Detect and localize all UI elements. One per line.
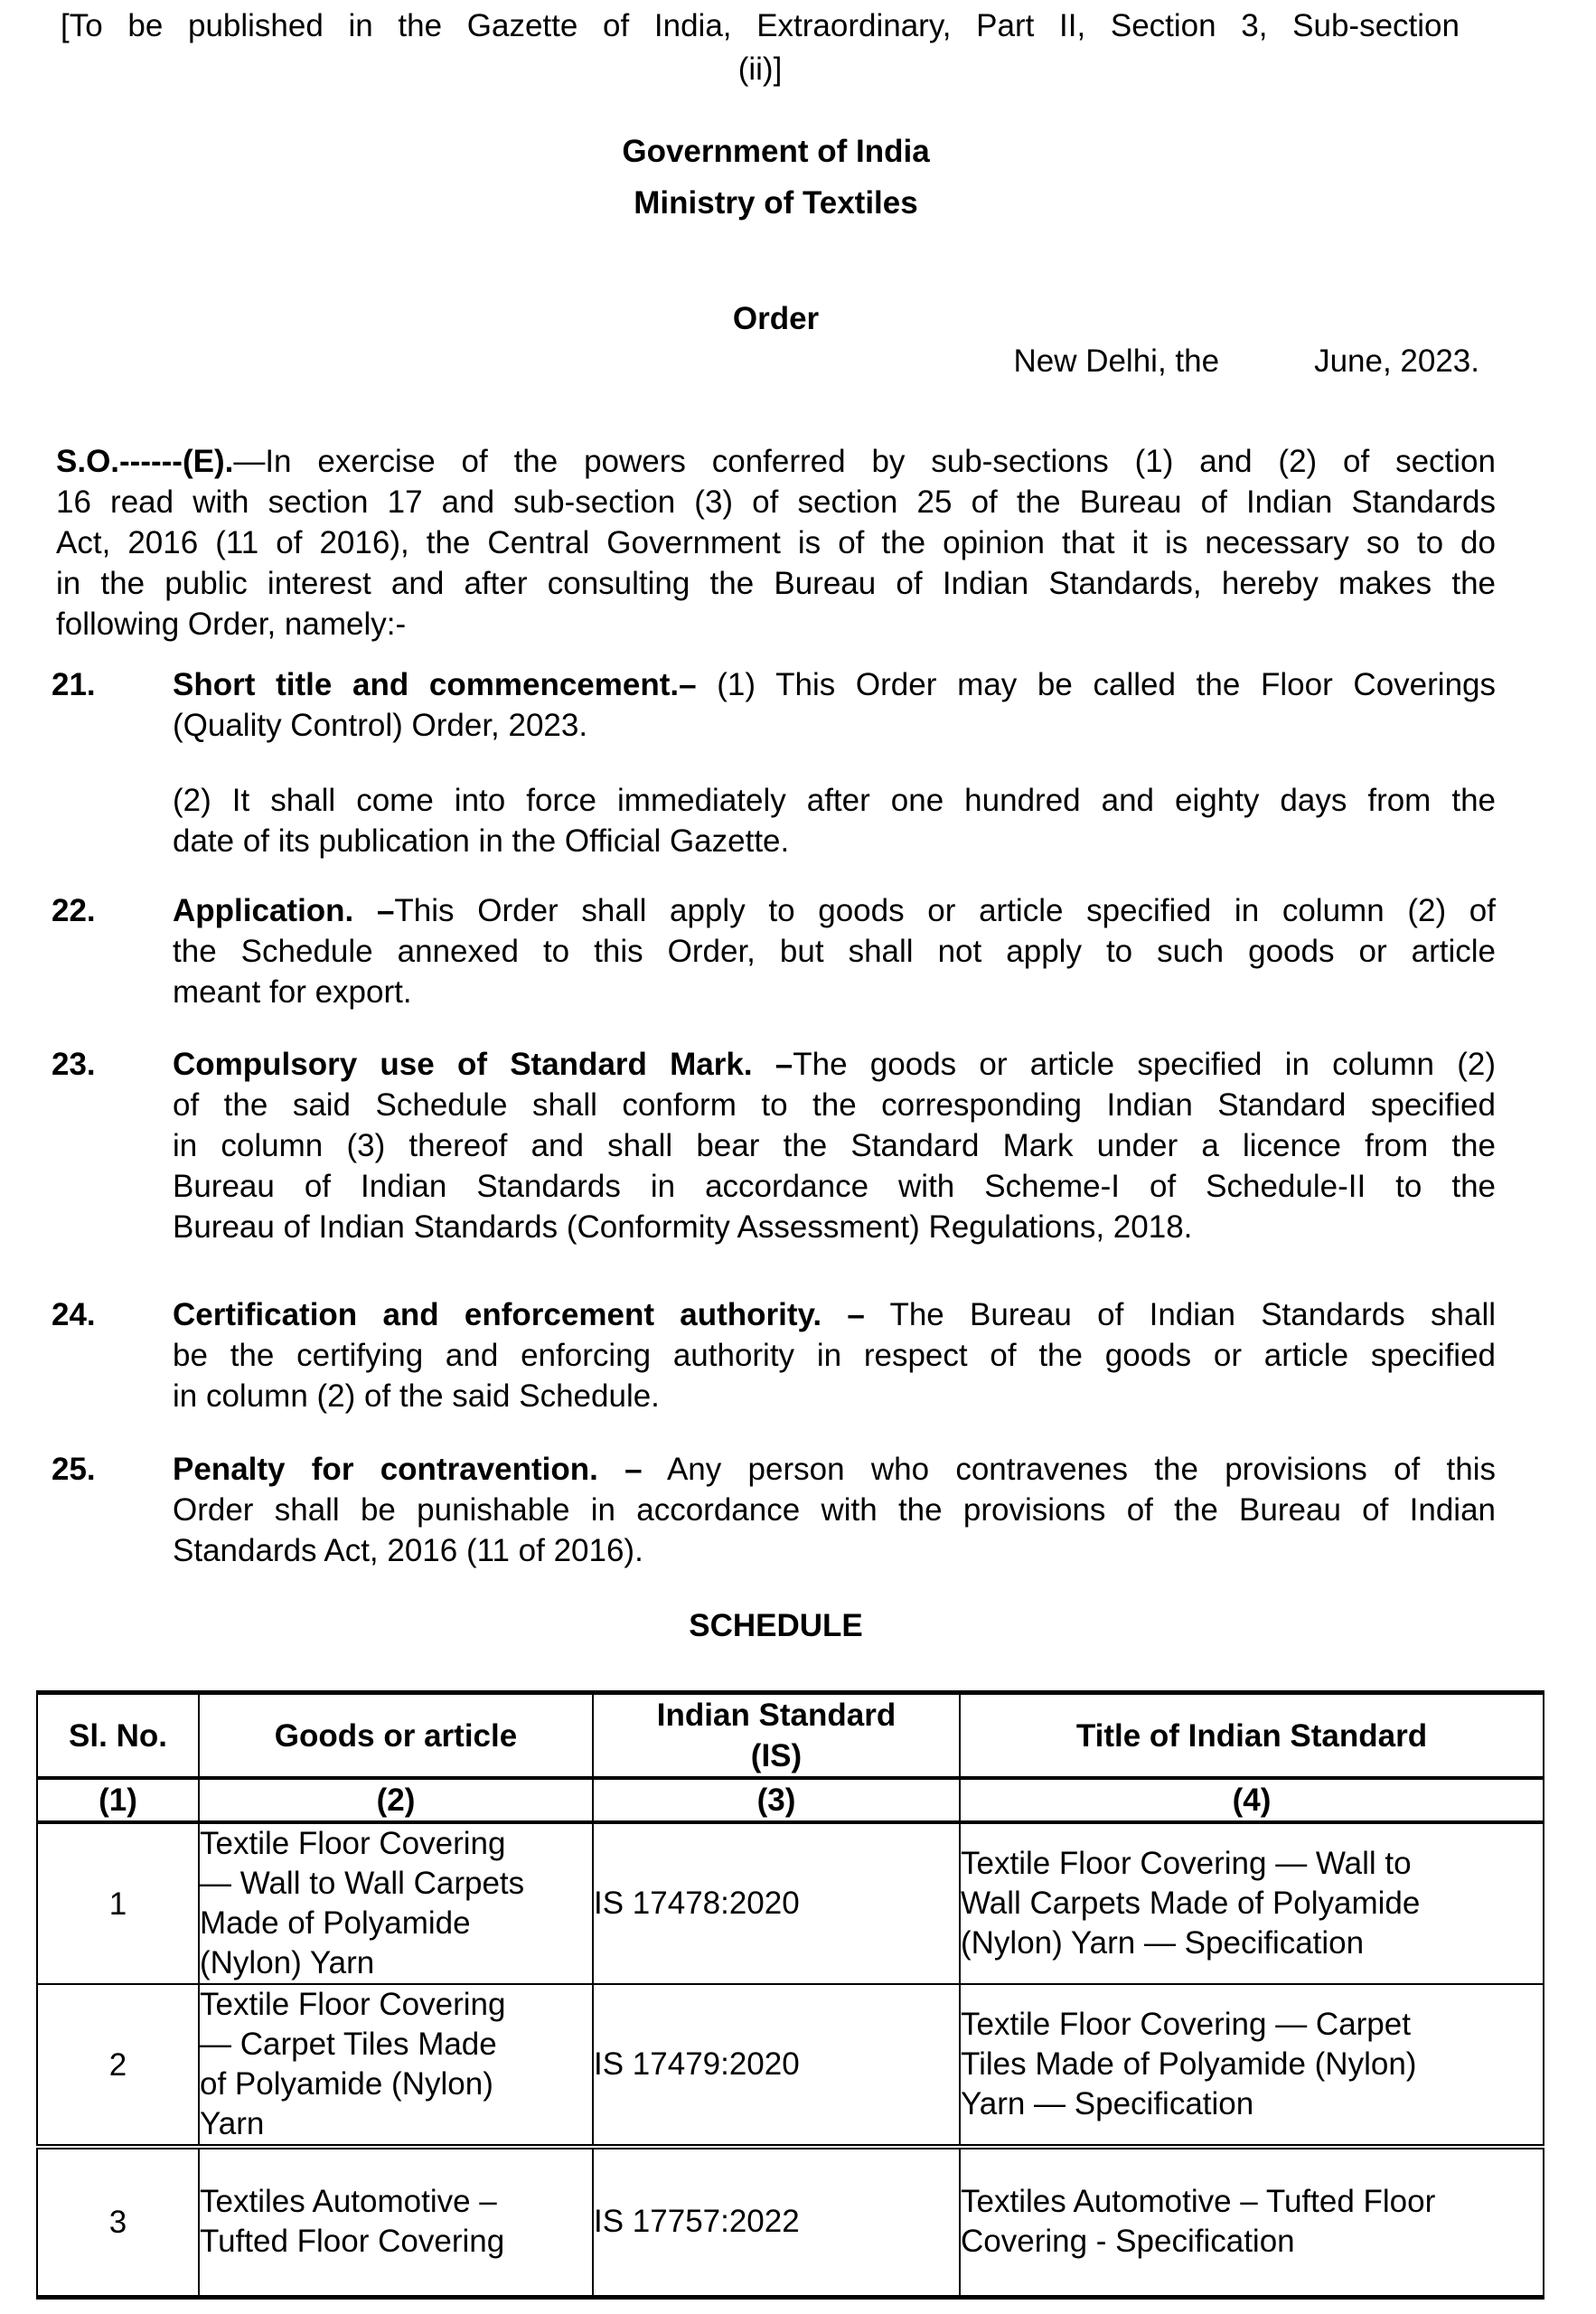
text-segment: Act, 2016 (11 of 2016), the Central Government is of the opinion that it is necessary so to do: [56, 525, 1496, 560]
item-paragraph: [173, 780, 1496, 861]
text-segment: (Quality Control) Order, 2023.: [173, 708, 588, 743]
text-line: [173, 1490, 1496, 1530]
cell-is-number: [593, 1822, 960, 1984]
col-header-title: Title of Indian Standard: [960, 1693, 1544, 1779]
col-header-line: (IS): [750, 1738, 803, 1773]
text-line: [173, 821, 1496, 861]
column-number: (2): [199, 1778, 593, 1822]
cell-title: [960, 2147, 1544, 2297]
text-line: [173, 1335, 1496, 1376]
order-item-23: [52, 1044, 1496, 1247]
cell-line: Tiles Made of Polyamide (Nylon): [961, 2046, 1417, 2082]
cell-line: Tufted Floor Covering: [200, 2224, 505, 2260]
text-line: [173, 890, 1496, 931]
government-title: Government of India: [622, 134, 930, 169]
text-line: [173, 972, 1496, 1012]
item-number: 23.: [52, 1047, 96, 1082]
text-segment: be the certifying and enforcing authority in respect of the goods or article specified: [173, 1338, 1496, 1373]
text-segment: (2) It shall come into force immediately after one hundred and eighty days from the: [173, 783, 1496, 818]
cell-title: [960, 1822, 1544, 1984]
cell-sl-no: 2: [37, 1984, 199, 2147]
text-line: [173, 1449, 1496, 1490]
text-line: [173, 1376, 1496, 1416]
col-header-indian-standard: [593, 1693, 960, 1779]
cell-line: Yarn: [200, 2106, 265, 2141]
text-line: [56, 482, 1496, 522]
item-paragraph: [173, 1294, 1496, 1416]
text-segment: in column (3) thereof and shall bear the Standard Mark under a licence from the: [173, 1128, 1496, 1163]
cell-line: IS 17478:2020: [594, 1886, 800, 1921]
text-segment: Bureau of Indian Standards (Conformity Assessment) Regulations, 2018.: [173, 1209, 1193, 1245]
bold-text-segment: S.O.------(E).: [56, 444, 234, 479]
bold-text-segment: Certification and enforcement authority. –: [173, 1297, 865, 1332]
text-line: [173, 1125, 1496, 1166]
cell-title: [960, 1984, 1544, 2147]
text-line: [173, 1294, 1496, 1335]
order-item-25: [52, 1449, 1496, 1571]
order-item-22: [52, 890, 1496, 1012]
bold-text-segment: Application. –: [173, 893, 395, 928]
item-number: 24.: [52, 1297, 96, 1332]
cell-goods: [199, 1984, 593, 2147]
text-line: [173, 705, 1496, 746]
text-segment: 16 read with section 17 and sub-section (3) of section 25 of the Bureau of Indian Standards: [56, 484, 1496, 520]
item-paragraph: [173, 664, 1496, 746]
cell-line: IS 17479:2020: [594, 2046, 800, 2082]
text-line: [173, 1044, 1496, 1085]
cell-line: IS 17757:2022: [594, 2204, 800, 2240]
text-segment: Order shall be punishable in accordance with the provisions of the Bureau of Indian: [173, 1492, 1496, 1528]
bold-text-segment: Penalty for contravention. –: [173, 1452, 643, 1487]
cell-line: — Carpet Tiles Made: [200, 2027, 497, 2062]
cell-line: Textile Floor Covering — Wall to: [961, 1846, 1412, 1881]
schedule-heading: SCHEDULE: [689, 1608, 863, 1643]
cell-goods: [199, 1822, 593, 1984]
cell-goods: [199, 2147, 593, 2297]
cell-line: (Nylon) Yarn: [200, 1945, 375, 1980]
place-text: New Delhi, the: [1013, 343, 1220, 379]
date-text: June, 2023.: [1314, 343, 1479, 379]
item-number: 21.: [52, 667, 96, 702]
dateline: [56, 341, 1496, 381]
cell-line: (Nylon) Yarn — Specification: [961, 1925, 1365, 1961]
text-segment: The goods or article specified in column (2): [793, 1047, 1496, 1082]
text-segment: This Order shall apply to goods or article specified in column (2) of: [394, 893, 1496, 928]
bold-text-segment: Short title and commencement.–: [173, 667, 697, 702]
text-line: [173, 1085, 1496, 1125]
order-heading: Order: [732, 301, 820, 336]
cell-is-number: [593, 1984, 960, 2147]
gazette-note-line-2: (ii)]: [737, 52, 783, 87]
bold-text-segment: Compulsory use of Standard Mark. –: [173, 1047, 793, 1082]
cell-line: — Wall to Wall Carpets: [200, 1866, 525, 1901]
text-line: [173, 1207, 1496, 1247]
text-segment: date of its publication in the Official Gazette.: [173, 823, 790, 859]
schedule-table: [36, 1690, 1544, 2300]
column-number: (1): [37, 1778, 199, 1822]
text-segment: meant for export.: [173, 974, 412, 1010]
cell-line: Wall Carpets Made of Polyamide: [961, 1886, 1421, 1921]
text-line: [173, 664, 1496, 705]
table-header-row: [37, 1693, 1544, 1779]
text-segment: following Order, namely:-: [56, 607, 407, 642]
gazette-note-line-1: [To be published in the Gazette of India, Extraordinary, Part II, Section 3, Sub-section: [61, 8, 1460, 43]
item-paragraph: [173, 890, 1496, 1012]
text-segment: Standards Act, 2016 (11 of 2016).: [173, 1533, 643, 1568]
text-segment: The Bureau of Indian Standards shall: [864, 1297, 1497, 1332]
gazette-note: [61, 0, 1460, 91]
table-row: [37, 1822, 1544, 1984]
text-segment: Any person who contravenes the provisions of this: [642, 1452, 1496, 1487]
text-segment: (1) This Order may be called the Floor Coverings: [696, 667, 1496, 702]
cell-line: Textile Floor Covering: [200, 1987, 506, 2022]
column-number: (4): [960, 1778, 1544, 1822]
text-segment: —In exercise of the powers conferred by sub-sections (1) and (2) of section: [233, 444, 1496, 479]
cell-is-number: [593, 2147, 960, 2297]
text-segment: the Schedule annexed to this Order, but shall not apply to such goods or article: [173, 934, 1496, 969]
table-row: [37, 2147, 1544, 2297]
cell-line: Covering - Specification: [961, 2224, 1295, 2260]
text-line: [56, 604, 1496, 644]
text-line: [173, 1530, 1496, 1571]
col-header-sl-no: Sl. No.: [37, 1693, 199, 1779]
text-line: [173, 931, 1496, 972]
item-number: 25.: [52, 1452, 96, 1487]
item-paragraph: [173, 1044, 1496, 1247]
text-segment: in the public interest and after consulting the Bureau of Indian Standards, hereby makes the: [56, 566, 1496, 601]
cell-line: Textile Floor Covering: [200, 1826, 506, 1861]
cell-line: Textiles Automotive – Tufted Floor: [961, 2184, 1436, 2220]
order-item-21: [52, 664, 1496, 861]
text-segment: Bureau of Indian Standards in accordance with Scheme-I of Schedule-II to the: [173, 1169, 1496, 1204]
cell-line: Textiles Automotive –: [200, 2184, 497, 2220]
order-item-24: [52, 1294, 1497, 1416]
col-header-line: Indian Standard: [656, 1698, 897, 1733]
text-line: [56, 563, 1496, 604]
cell-sl-no: 1: [37, 1822, 199, 1984]
order-items: [52, 664, 1497, 1571]
table-row: [37, 1984, 1544, 2147]
item-paragraph: [173, 1449, 1496, 1571]
text-line: [173, 1166, 1496, 1207]
cell-line: Made of Polyamide: [200, 1905, 471, 1941]
cell-line: Textile Floor Covering — Carpet: [961, 2007, 1411, 2042]
text-segment: in column (2) of the said Schedule.: [173, 1378, 660, 1414]
column-number: (3): [593, 1778, 960, 1822]
document-content: [52, 0, 1497, 1646]
text-segment: of the said Schedule shall conform to the corresponding Indian Standard specified: [173, 1087, 1496, 1123]
text-line: [56, 522, 1496, 563]
preamble-paragraph: [56, 441, 1496, 644]
item-number: 22.: [52, 893, 96, 928]
text-line: [56, 441, 1496, 482]
text-line: [173, 780, 1496, 821]
cell-line: of Polyamide (Nylon): [200, 2066, 493, 2102]
column-number-row: [37, 1778, 1544, 1822]
cell-line: Yarn — Specification: [961, 2086, 1254, 2121]
col-header-goods: Goods or article: [199, 1693, 593, 1779]
ministry-title: Ministry of Textiles: [634, 185, 918, 221]
cell-sl-no: 3: [37, 2147, 199, 2297]
